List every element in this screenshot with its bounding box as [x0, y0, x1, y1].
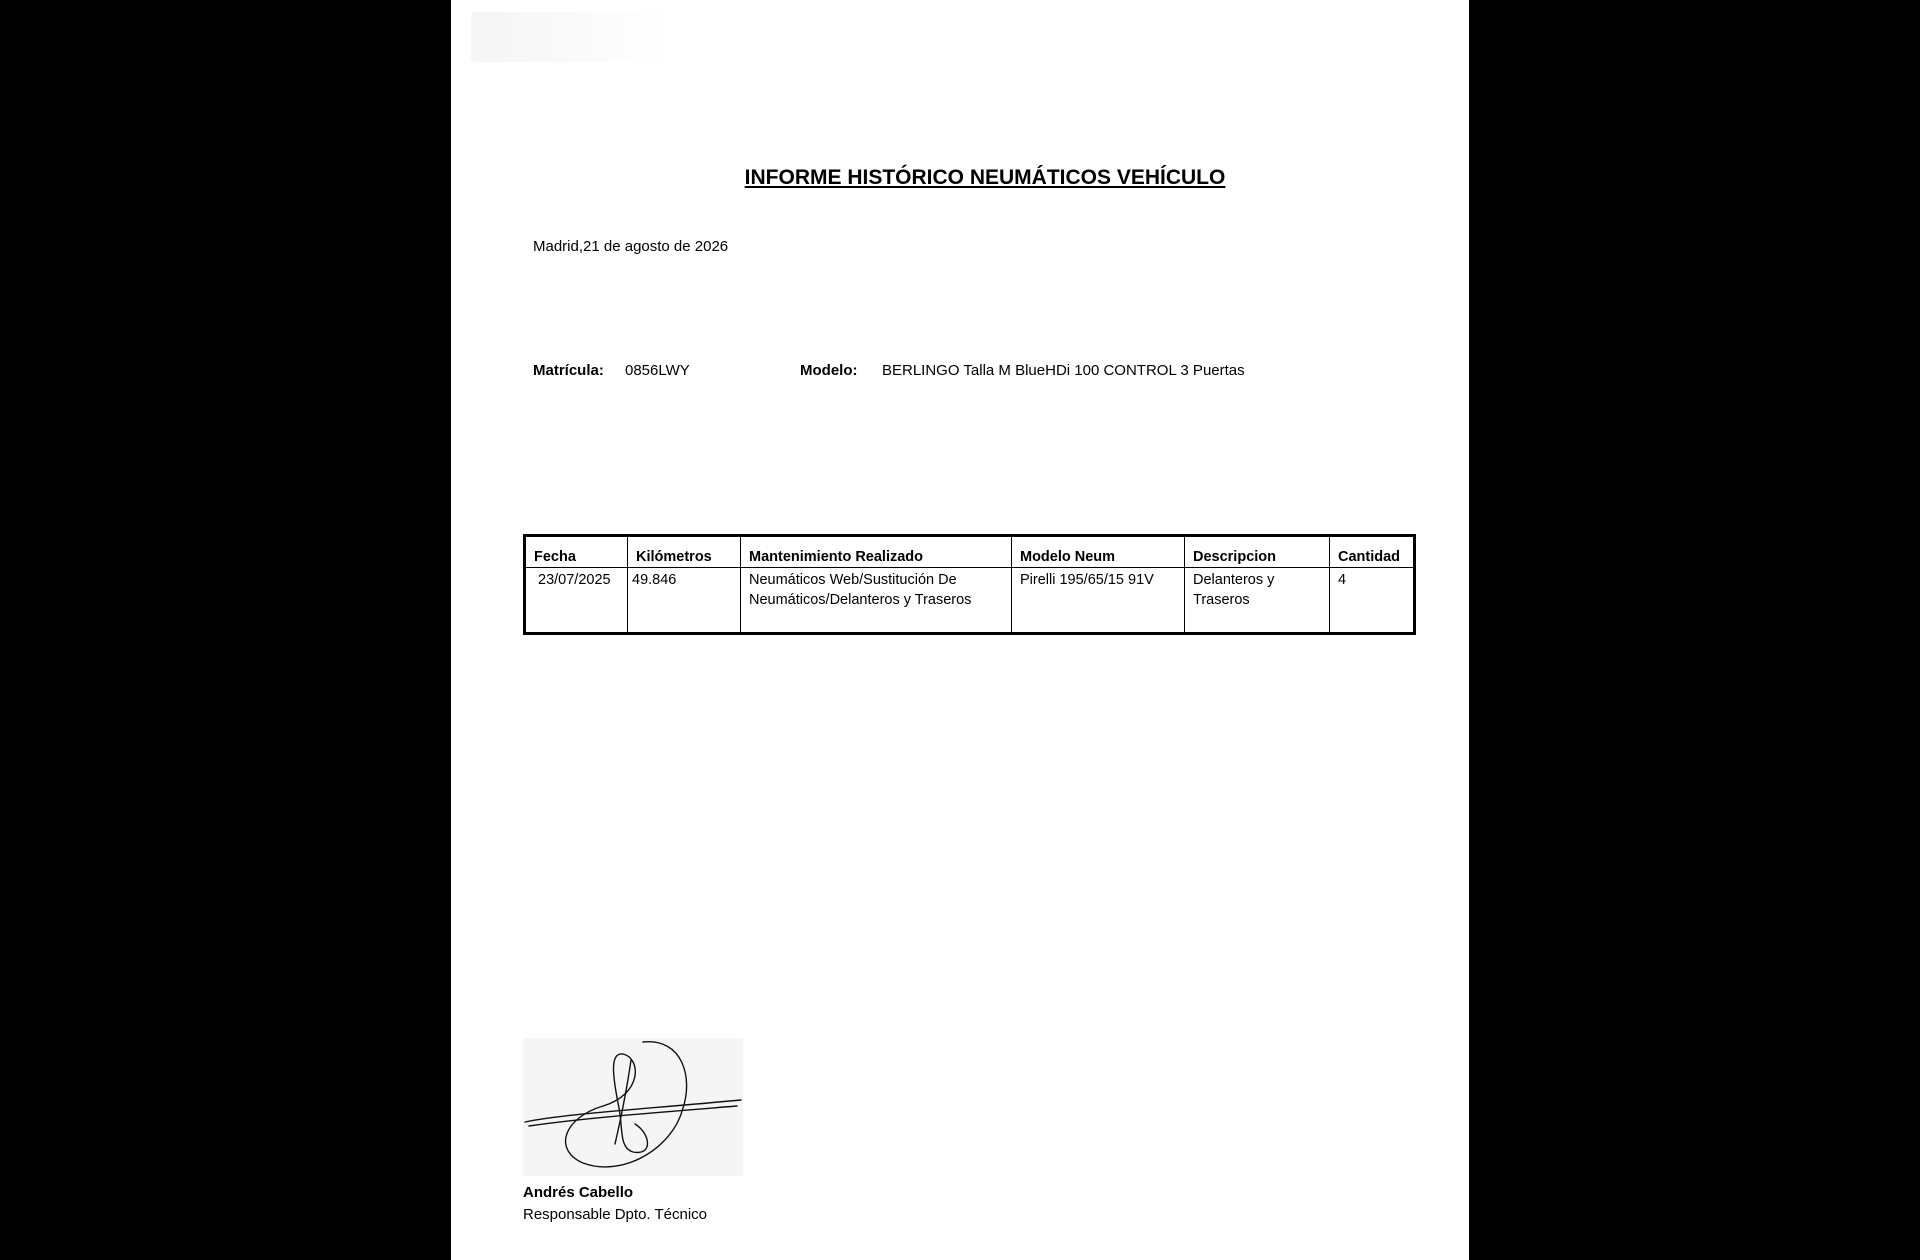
place-date: Madrid,21 de agosto de 2026 [533, 238, 729, 255]
cell-kilometros: 49.846 [628, 568, 741, 634]
model-value: BERLINGO Talla M BlueHDi 100 CONTROL 3 Puertas [882, 362, 1245, 379]
cell-cantidad: 4 [1330, 568, 1415, 634]
report-title: INFORME HISTÓRICO NEUMÁTICOS VEHÍCULO [744, 166, 1226, 189]
table-row [525, 568, 1415, 634]
header-descripcion: Descripcion [1185, 536, 1330, 568]
tire-history-table [523, 534, 1416, 635]
header-mantenimiento: Mantenimiento Realizado [741, 536, 1012, 568]
table-header-row [525, 536, 1415, 568]
cell-fecha: 23/07/2025 [525, 568, 628, 634]
header-fecha: Fecha [525, 536, 628, 568]
cell-descripcion: Delanteros y Traseros [1185, 568, 1330, 634]
header-cantidad: Cantidad [1330, 536, 1415, 568]
faded-logo [471, 12, 671, 62]
handwritten-signature [523, 1038, 743, 1176]
plate-value: 0856LWY [625, 362, 690, 379]
signer-name: Andrés Cabello [523, 1184, 634, 1201]
header-kilometros: Kilómetros [628, 536, 741, 568]
cell-modelo-neum: Pirelli 195/65/15 91V [1012, 568, 1185, 634]
model-label: Modelo: [800, 362, 858, 379]
document-page [451, 0, 1469, 1260]
plate-label: Matrícula: [533, 362, 604, 379]
header-modelo-neum: Modelo Neum [1012, 536, 1185, 568]
cell-mantenimiento: Neumáticos Web/Sustitución De Neumáticos/Delanteros y Traseros [741, 568, 1012, 634]
signature-scribble [523, 1038, 743, 1176]
signer-role: Responsable Dpto. Técnico [523, 1206, 707, 1223]
